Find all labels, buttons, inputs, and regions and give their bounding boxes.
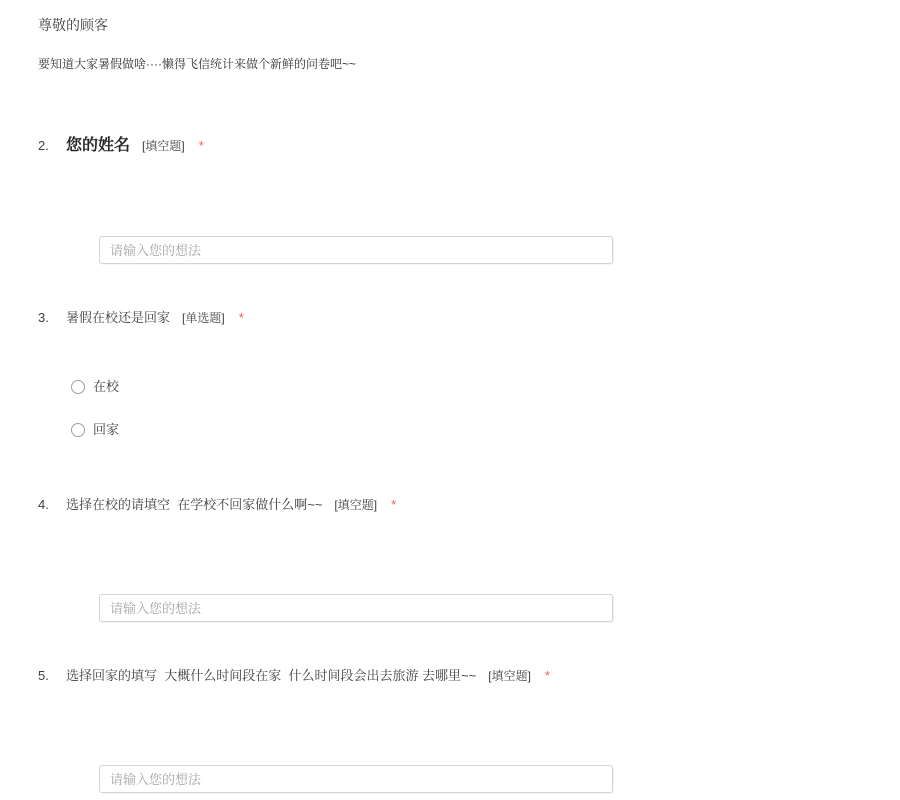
question-4-text-input[interactable] — [99, 594, 613, 622]
question-2-number: 2. — [38, 138, 49, 153]
question-2-required-star: * — [198, 138, 204, 153]
question-4-title: 选择在校的请填空 在学校不回家做什么啊~~ — [66, 497, 323, 512]
question-3-required-star: * — [238, 310, 244, 325]
question-5-title: 选择回家的填写 大概什么时间段在家 什么时间段会出去旅游 去哪里~~ — [66, 668, 477, 683]
question-4-type-tag: [填空题] — [334, 498, 378, 512]
question-3-number: 3. — [38, 310, 49, 325]
radio-button-icon[interactable] — [71, 423, 85, 437]
question-2-type-tag: [填空题] — [142, 139, 185, 153]
question-5-required-star: * — [544, 668, 550, 683]
question-5-type-tag: [填空题] — [488, 669, 531, 683]
question-4-header — [38, 496, 900, 514]
question-5-text-input[interactable] — [99, 765, 613, 793]
question-3-option-huijia[interactable] — [71, 421, 900, 439]
question-4-answer-area — [99, 594, 900, 622]
radio-option-label: 在校 — [93, 379, 120, 394]
radio-option-label: 回家 — [93, 422, 120, 437]
question-2-answer-area — [99, 236, 900, 264]
question-5-answer-area — [99, 765, 900, 793]
question-4-required-star: * — [391, 497, 397, 512]
question-3-header — [38, 309, 900, 327]
question-3-option-zaixiao[interactable] — [71, 378, 900, 396]
question-2-title: 您的姓名 — [66, 137, 131, 154]
question-5-header — [38, 667, 900, 685]
question-5-number: 5. — [38, 668, 49, 683]
question-3-type-tag: [单选题] — [182, 311, 225, 325]
question-2-header — [38, 136, 900, 156]
survey-subtitle: 要知道大家暑假做啥····懒得飞信统计来做个新鲜的问卷吧~~ — [38, 57, 357, 71]
question-3-title: 暑假在校还是回家 — [66, 310, 171, 325]
question-4-number: 4. — [38, 497, 49, 512]
radio-button-icon[interactable] — [71, 380, 85, 394]
survey-title: 尊敬的顾客 — [38, 17, 108, 33]
question-2-text-input[interactable] — [99, 236, 613, 264]
